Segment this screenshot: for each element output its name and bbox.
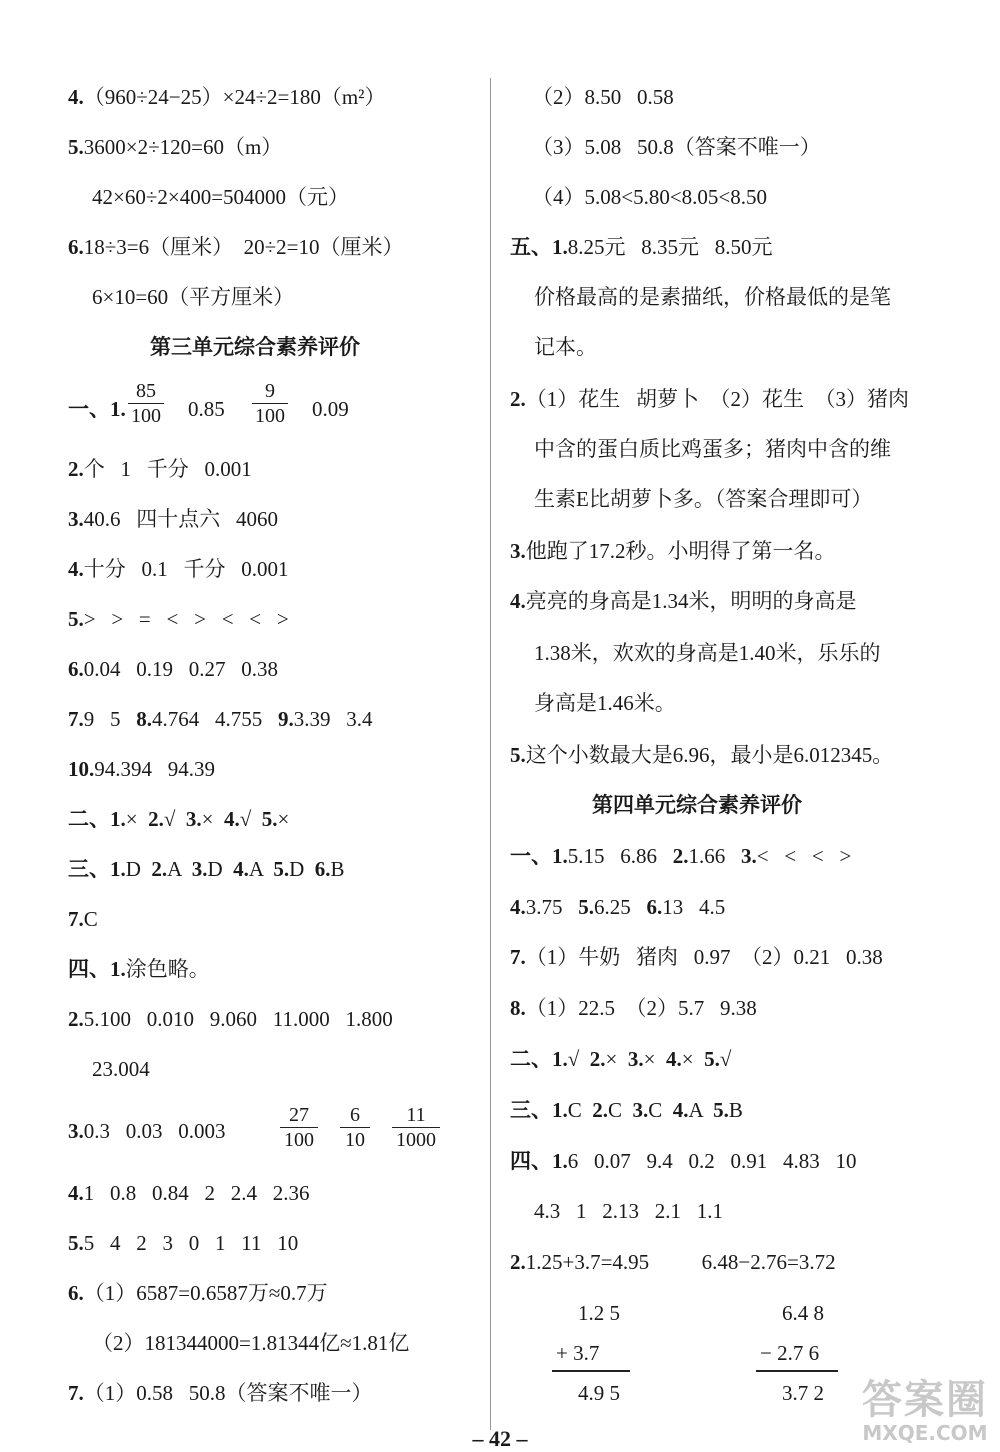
u1-q1-3: 一、1.5.15 6.86 2.1.66 3.< < < > bbox=[510, 844, 852, 868]
u4-q1: 四、1.6 0.07 9.4 0.2 0.91 4.83 10 bbox=[510, 1149, 857, 1173]
vertical-sub-top: 6.4 8 bbox=[782, 1301, 824, 1325]
vertical-add-operand: + 3.7 bbox=[556, 1341, 600, 1365]
u4-q1-line2: 4.3 1 2.13 2.1 1.1 bbox=[534, 1199, 723, 1223]
s5-q4: 4.亮亮的身高是1.34米，明明的身高是 bbox=[510, 589, 857, 613]
r-line-3: （3）5.08 50.8（答案不唯一） bbox=[532, 135, 821, 159]
fraction-11-1000: 11 1000 bbox=[392, 1104, 440, 1151]
s5-q1-line2: 价格最高的是素描纸，价格最低的是笔 bbox=[534, 285, 891, 309]
vertical-sub-rule bbox=[756, 1370, 838, 1372]
vertical-add-result: 4.9 5 bbox=[578, 1381, 620, 1405]
u1-q7: 7.（1）牛奶 猪肉 0.97 （2）0.21 0.38 bbox=[510, 945, 883, 969]
answer-4: 4.（960÷24−25）×24÷2=180（m²） bbox=[68, 85, 386, 109]
column-divider bbox=[490, 78, 491, 1430]
s4-q6: 6.（1）6587=0.6587万≈0.7万 bbox=[68, 1281, 328, 1305]
answer-5: 5.3600×2÷120=60（m） bbox=[68, 135, 283, 159]
vertical-add-rule bbox=[552, 1370, 630, 1372]
u3-answers: 三、1.C 2.C 3.C 4.A 5.B bbox=[510, 1098, 743, 1122]
u4-q2: 2.1.25+3.7=4.95 6.48−2.76=3.72 bbox=[510, 1250, 836, 1274]
s4-q5: 5.5 4 2 3 0 1 11 10 bbox=[68, 1231, 299, 1255]
s4-q3: 3.0.3 0.03 0.003 bbox=[68, 1119, 226, 1143]
watermark-url: MXQE.COM bbox=[862, 1421, 988, 1445]
s4-q6-line2: （2）181344000=1.81344亿≈1.81亿 bbox=[92, 1331, 410, 1355]
watermark-logo bbox=[862, 1378, 988, 1444]
s3-q7: 7.C bbox=[68, 907, 98, 931]
s5-q1-line3: 记本。 bbox=[534, 335, 597, 359]
s5-q4-line3: 身高是1.46米。 bbox=[534, 691, 676, 715]
s4-q7: 7.（1）0.58 50.8（答案不唯一） bbox=[68, 1381, 373, 1405]
s1-q3: 3.40.6 四十点六 4060 bbox=[68, 507, 278, 531]
s5-q2-line3: 生素E比胡萝卜多。（答案合理即可） bbox=[534, 487, 873, 511]
s4-q1: 四、1.涂色略。 bbox=[68, 957, 210, 981]
u1-q8: 8.（1）22.5 （2）5.7 9.38 bbox=[510, 996, 757, 1020]
s5-q3: 3.他跑了17.2秒。小明得了第一名。 bbox=[510, 539, 836, 563]
answer-6: 6.18÷3=6（厘米） 20÷2=10（厘米） bbox=[68, 235, 404, 259]
vertical-sub-operand: − 2.7 6 bbox=[760, 1341, 820, 1365]
section-title-unit3: 第三单元综合素养评价 bbox=[150, 335, 360, 359]
s5-q2-line2: 中含的蛋白质比鸡蛋多；猪肉中含的维 bbox=[534, 437, 891, 461]
s1-q1: 一、1. bbox=[68, 397, 126, 421]
fraction-27-100: 27 100 bbox=[280, 1104, 318, 1151]
s1-q7-9: 7.9 5 8.4.764 4.755 9.3.39 3.4 bbox=[68, 707, 373, 731]
fraction-9-100: 9 100 bbox=[252, 380, 288, 427]
fraction-85-100: 85 100 bbox=[128, 380, 164, 427]
r-line-4: （4）5.08<5.80<8.05<8.50 bbox=[532, 185, 768, 209]
s3-answers: 三、1.D 2.A 3.D 4.A 5.D 6.B bbox=[68, 857, 345, 881]
s5-q2: 2.（1）花生 胡萝卜 （2）花生 （3）猪肉 bbox=[510, 387, 909, 411]
s4-q4: 4.1 0.8 0.84 2 2.4 2.36 bbox=[68, 1181, 310, 1205]
s2-answers: 二、1.× 2.√ 3.× 4.√ 5.× bbox=[68, 807, 290, 831]
answer-5-line2: 42×60÷2×400=504000（元） bbox=[92, 185, 350, 209]
r-line-2: （2）8.50 0.58 bbox=[532, 85, 674, 109]
s1-q2: 2.个 1 千分 0.001 bbox=[68, 457, 252, 481]
fraction-6-10: 6 10 bbox=[340, 1104, 370, 1151]
s4-q2: 2.5.100 0.010 9.060 11.000 1.800 bbox=[68, 1007, 393, 1031]
section-title-unit4: 第四单元综合素养评价 bbox=[592, 793, 802, 817]
s5-q4-line2: 1.38米，欢欢的身高是1.40米，乐乐的 bbox=[534, 641, 881, 665]
u2-answers: 二、1.√ 2.× 3.× 4.× 5.√ bbox=[510, 1047, 732, 1071]
answer-6-line2: 6×10=60（平方厘米） bbox=[92, 285, 295, 309]
watermark-text: 答案圈 bbox=[862, 1377, 988, 1423]
s1-q10: 10.94.394 94.39 bbox=[68, 757, 215, 781]
s1-q1-v1: 0.85 bbox=[188, 397, 225, 421]
page-number: – 42 – bbox=[472, 1426, 528, 1451]
u1-q4-6: 4.3.75 5.6.25 6.13 4.5 bbox=[510, 895, 726, 919]
s1-q6: 6.0.04 0.19 0.27 0.38 bbox=[68, 657, 278, 681]
s5-q5: 5.这个小数最大是6.96，最小是6.012345。 bbox=[510, 743, 894, 767]
vertical-add-top: 1.2 5 bbox=[578, 1301, 620, 1325]
s1-q1-v2: 0.09 bbox=[312, 397, 349, 421]
vertical-sub-result: 3.7 2 bbox=[782, 1381, 824, 1405]
s1-q5: 5.> > = < > < < > bbox=[68, 607, 289, 631]
s4-q2-line2: 23.004 bbox=[92, 1057, 150, 1081]
s5-q1: 五、1.8.25元 8.35元 8.50元 bbox=[510, 235, 773, 259]
s1-q4: 4.十分 0.1 千分 0.001 bbox=[68, 557, 289, 581]
